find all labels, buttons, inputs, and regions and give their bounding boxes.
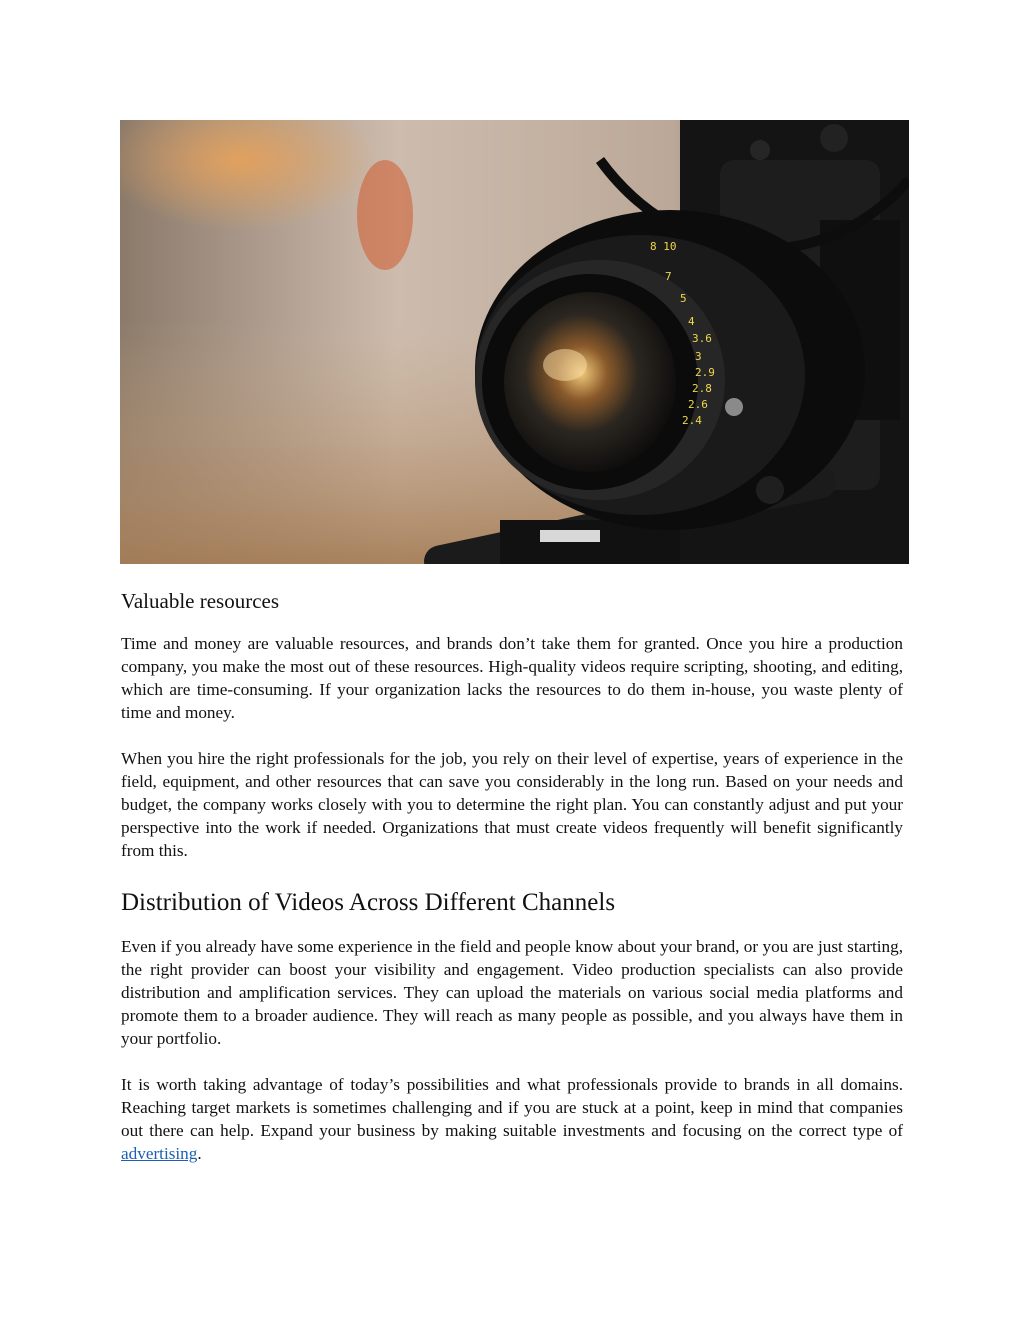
svg-text:2.6: 2.6: [688, 398, 708, 411]
paragraph: When you hire the right professionals for the job, you rely on their level of expertise, years of experience in the field, equipment, and other resources that can save you considerably in the long run. Based on your needs and budget, the company works closely with you to determine the right plan. You can constantly adjust and put your perspective into the work if needed. Organizations that must create videos frequently will benefit significantly from this.: [121, 749, 903, 860]
svg-text:4: 4: [688, 315, 695, 328]
svg-text:2.8: 2.8: [692, 382, 712, 395]
paragraph-text: It is worth taking advantage of today’s possibilities and what professionals provide to brands in all domains. Reaching target markets is sometimes challenging and if you are stuck at a point, keep in mind that companies out there can help. Expand your business by making suitable investments and focusing on the correct type of: [121, 1075, 903, 1140]
camera-illustration: [120, 120, 909, 564]
section-heading-distribution: Distribution of Videos Across Different Channels: [121, 889, 616, 916]
svg-text:5: 5: [680, 292, 687, 305]
svg-text:8 10: 8 10: [650, 240, 677, 253]
svg-text:3: 3: [695, 350, 702, 363]
paragraph: Even if you already have some experience in the field and people know about your brand, or you are just starting, the right provider can boost your visibility and engagement. Video production specialists can also provide distribution and amplification services. They can upload the materials on various social media platforms and promote them to a broader audience. They will reach as many people as possible, and you always have them in your portfolio.: [121, 937, 903, 1048]
paragraph-end: .: [197, 1144, 202, 1163]
paragraph-with-link: [121, 1073, 903, 1165]
svg-text:7: 7: [665, 270, 672, 283]
camera-lens-photo: [120, 120, 909, 564]
section-heading-valuable-resources: Valuable resources: [121, 589, 280, 613]
svg-text:3.6: 3.6: [692, 332, 712, 345]
advertising-link[interactable]: advertising: [121, 1144, 198, 1163]
paragraph: Time and money are valuable resources, and brands don’t take them for granted. Once you hire a production company, you make the most out of these resources. High-quality videos require scripting, shooting, and editing, which are time-consuming. If your organization lacks the resources to do them in-house, you waste plenty of time and money.: [121, 634, 903, 722]
svg-text:2.9: 2.9: [695, 366, 715, 379]
svg-text:2.4: 2.4: [682, 414, 702, 427]
article-body: [121, 586, 903, 1188]
